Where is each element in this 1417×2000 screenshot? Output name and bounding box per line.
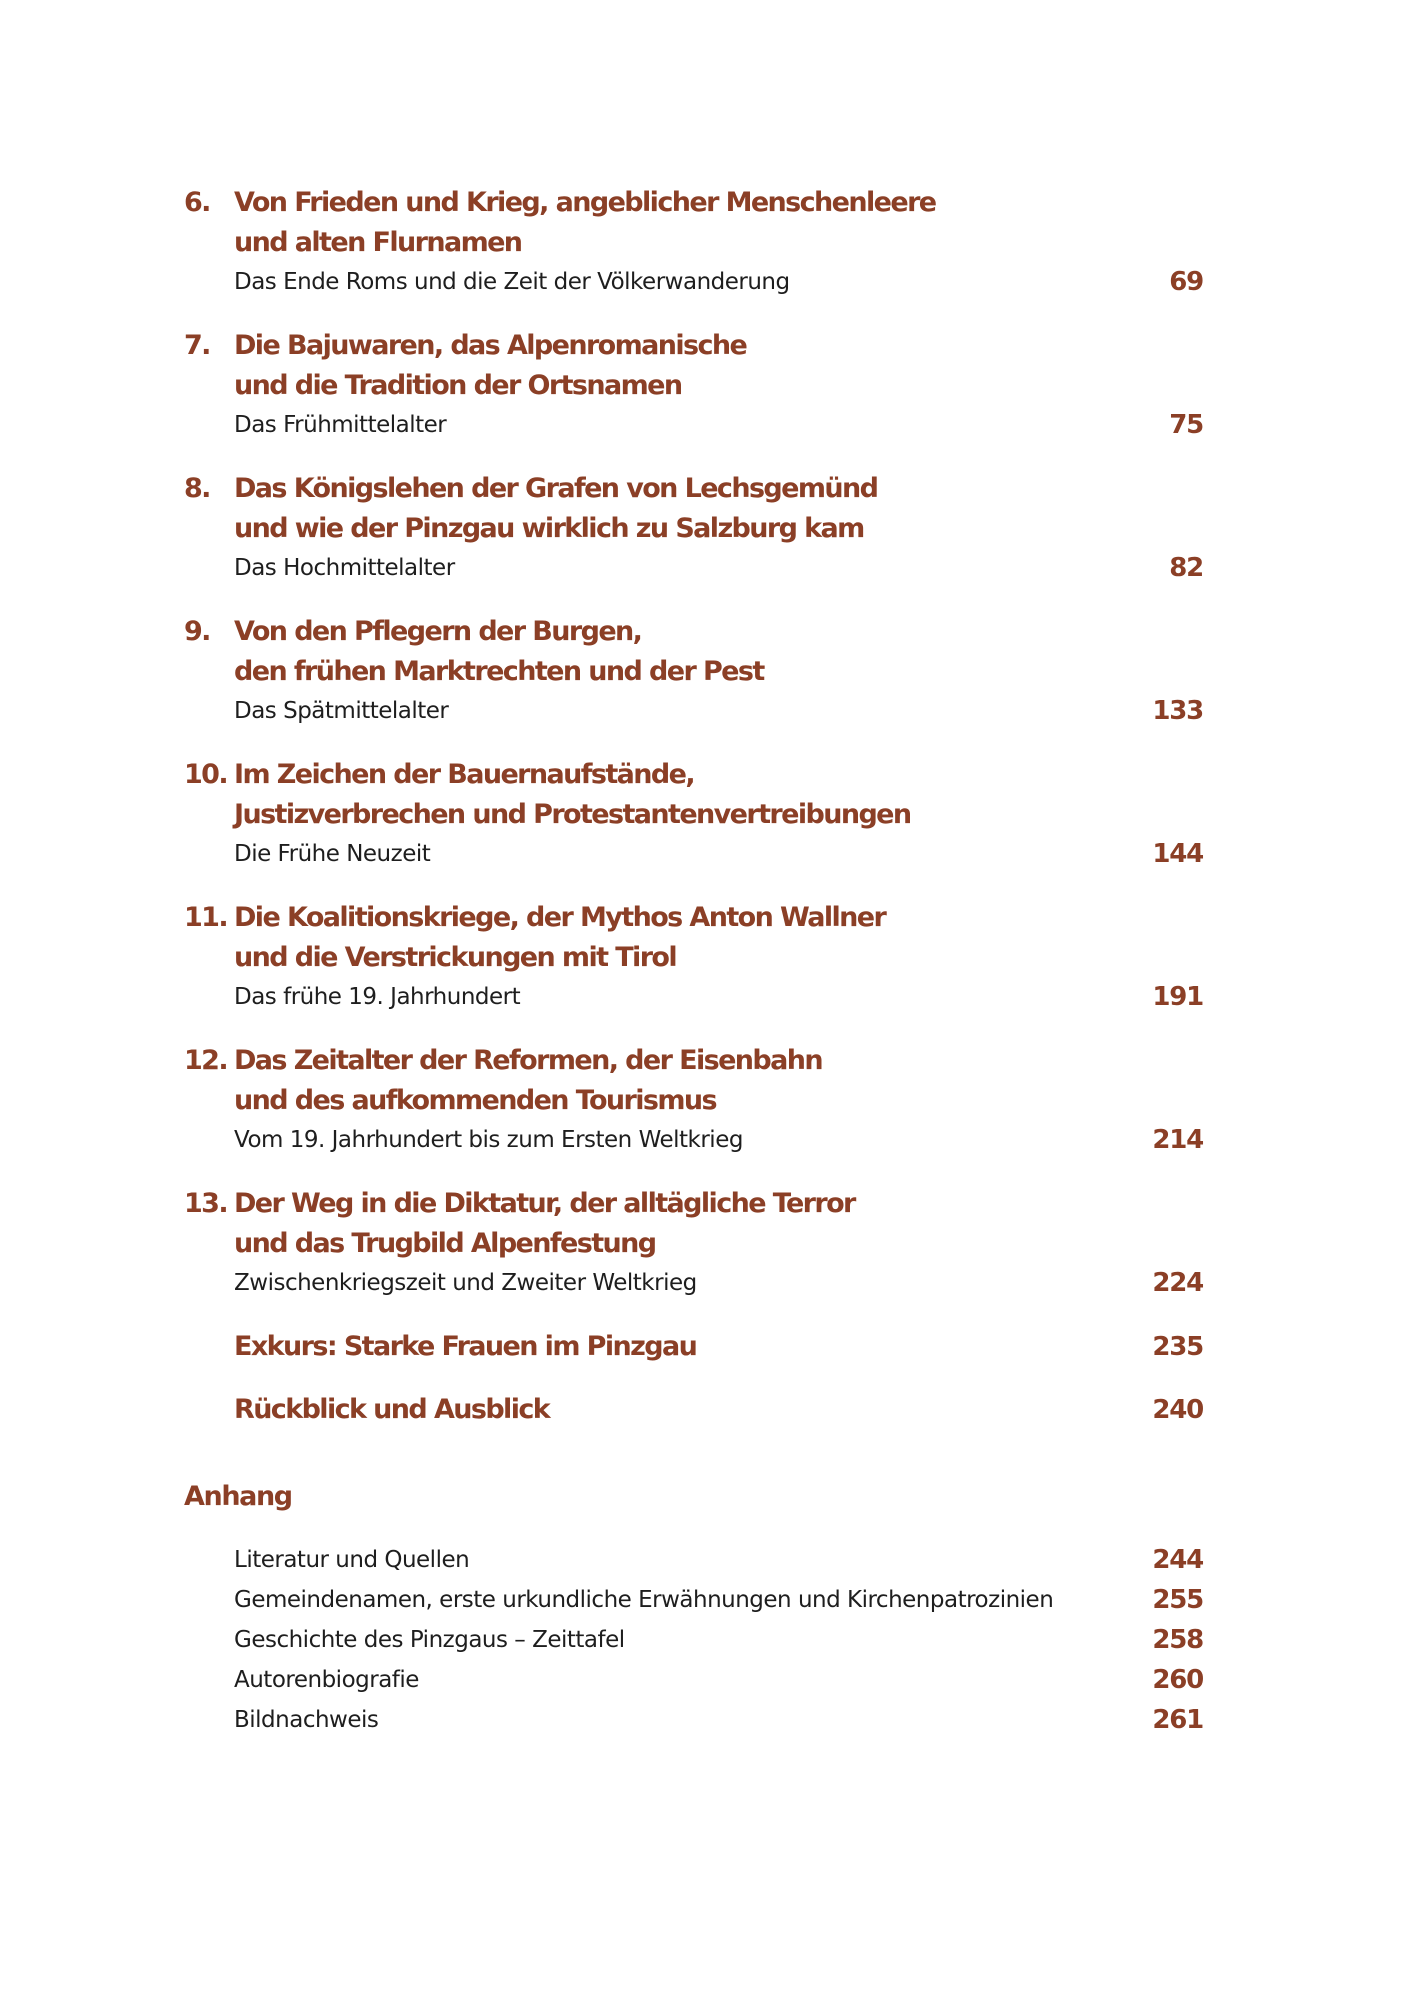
review-entry[interactable]	[0, 1390, 1417, 1430]
chapter-entry[interactable]	[0, 183, 1417, 303]
chapter-title-line: und des aufkommenden Tourismus	[234, 1085, 716, 1116]
page-number[interactable]: 69	[1169, 267, 1203, 297]
chapter-number: 9.	[184, 616, 210, 647]
chapter-title-line: Das Königslehen der Grafen von Lechsgemünd	[234, 473, 878, 504]
review-title: Rückblick und Ausblick	[234, 1394, 550, 1425]
appendix-item-label: Autorenbiografie	[234, 1667, 419, 1693]
chapter-entry[interactable]	[0, 755, 1417, 875]
chapter-title-line: und die Tradition der Ortsnamen	[234, 370, 682, 401]
chapter-title-line: Das Zeitalter der Reformen, der Eisenbahn	[234, 1045, 823, 1076]
page-number[interactable]: 261	[1152, 1705, 1203, 1735]
chapter-title-line: und die Verstrickungen mit Tirol	[234, 942, 677, 973]
chapter-title-line: Im Zeichen der Bauernaufstände,	[234, 759, 695, 790]
appendix-item[interactable]	[0, 1700, 1417, 1740]
page-number[interactable]: 191	[1152, 982, 1203, 1012]
appendix-heading: Anhang	[184, 1481, 292, 1512]
page-number[interactable]: 133	[1152, 696, 1203, 726]
chapter-title-line: den frühen Marktrechten und der Pest	[234, 656, 764, 687]
chapter-title	[234, 755, 1134, 835]
chapter-title	[234, 612, 1134, 692]
appendix-item[interactable]	[0, 1580, 1417, 1620]
chapter-title-line: Die Koalitionskriege, der Mythos Anton Wallner	[234, 902, 886, 933]
page-number[interactable]: 235	[1152, 1332, 1203, 1362]
chapter-entry[interactable]	[0, 1184, 1417, 1304]
chapter-subtitle: Das Ende Roms und die Zeit der Völkerwanderung	[234, 269, 790, 295]
page-number[interactable]: 82	[1169, 553, 1203, 583]
chapter-title	[234, 469, 1134, 549]
page-number[interactable]: 244	[1152, 1545, 1203, 1575]
chapter-title	[234, 326, 1134, 406]
appendix-item[interactable]	[0, 1540, 1417, 1580]
chapter-title	[234, 183, 1134, 263]
appendix-item[interactable]	[0, 1620, 1417, 1660]
chapter-entry[interactable]	[0, 1041, 1417, 1161]
page-number[interactable]: 144	[1152, 839, 1203, 869]
chapter-number: 13.	[184, 1188, 228, 1219]
chapter-title-line: Von Frieden und Krieg, angeblicher Menschenleere	[234, 187, 936, 218]
chapter-title-line: Der Weg in die Diktatur, der alltägliche Terror	[234, 1188, 855, 1219]
chapter-number: 11.	[184, 902, 228, 933]
appendix-item-label: Bildnachweis	[234, 1707, 379, 1733]
chapter-subtitle: Vom 19. Jahrhundert bis zum Ersten Weltkrieg	[234, 1127, 743, 1153]
page-number[interactable]: 240	[1152, 1395, 1203, 1425]
chapter-subtitle: Die Frühe Neuzeit	[234, 841, 431, 867]
chapter-title-line: und das Trugbild Alpenfestung	[234, 1228, 656, 1259]
chapter-title-line: Justizverbrechen und Protestantenvertreibungen	[234, 799, 911, 830]
chapter-number: 7.	[184, 330, 210, 361]
chapter-subtitle: Das Frühmittelalter	[234, 412, 447, 438]
chapter-entry[interactable]	[0, 612, 1417, 732]
chapter-entry[interactable]	[0, 898, 1417, 1018]
chapter-number: 10.	[184, 759, 228, 790]
chapter-title	[234, 1041, 1134, 1121]
appendix-item[interactable]	[0, 1660, 1417, 1700]
appendix-list	[0, 1540, 1417, 1740]
chapter-subtitle: Das Spätmittelalter	[234, 698, 449, 724]
chapter-title-line: und wie der Pinzgau wirklich zu Salzburg kam	[234, 513, 864, 544]
chapter-title	[234, 1184, 1134, 1264]
page-number[interactable]: 75	[1169, 410, 1203, 440]
page-number[interactable]: 224	[1152, 1268, 1203, 1298]
chapter-subtitle: Das frühe 19. Jahrhundert	[234, 984, 521, 1010]
chapter-title-line: Die Bajuwaren, das Alpenromanische	[234, 330, 747, 361]
chapter-entry[interactable]	[0, 326, 1417, 446]
excursus-entry[interactable]	[0, 1327, 1417, 1367]
appendix-item-label: Literatur und Quellen	[234, 1547, 470, 1573]
page-number[interactable]: 258	[1152, 1625, 1203, 1655]
chapter-number: 6.	[184, 187, 210, 218]
chapter-subtitle: Zwischenkriegszeit und Zweiter Weltkrieg	[234, 1270, 697, 1296]
chapter-subtitle: Das Hochmittelalter	[234, 555, 455, 581]
chapter-title	[234, 898, 1134, 978]
chapter-entry[interactable]	[0, 469, 1417, 589]
chapter-number: 8.	[184, 473, 210, 504]
page-number[interactable]: 255	[1152, 1585, 1203, 1615]
page-number[interactable]: 260	[1152, 1665, 1203, 1695]
page-number[interactable]: 214	[1152, 1125, 1203, 1155]
chapter-title-line: Von den Pflegern der Burgen,	[234, 616, 642, 647]
appendix-item-label: Gemeindenamen, erste urkundliche Erwähnungen und Kirchenpatrozinien	[234, 1587, 1054, 1613]
chapter-title-line: und alten Flurnamen	[234, 227, 522, 258]
chapter-number: 12.	[184, 1045, 228, 1076]
appendix-item-label: Geschichte des Pinzgaus – Zeittafel	[234, 1627, 625, 1653]
excursus-title: Exkurs: Starke Frauen im Pinzgau	[234, 1331, 697, 1362]
